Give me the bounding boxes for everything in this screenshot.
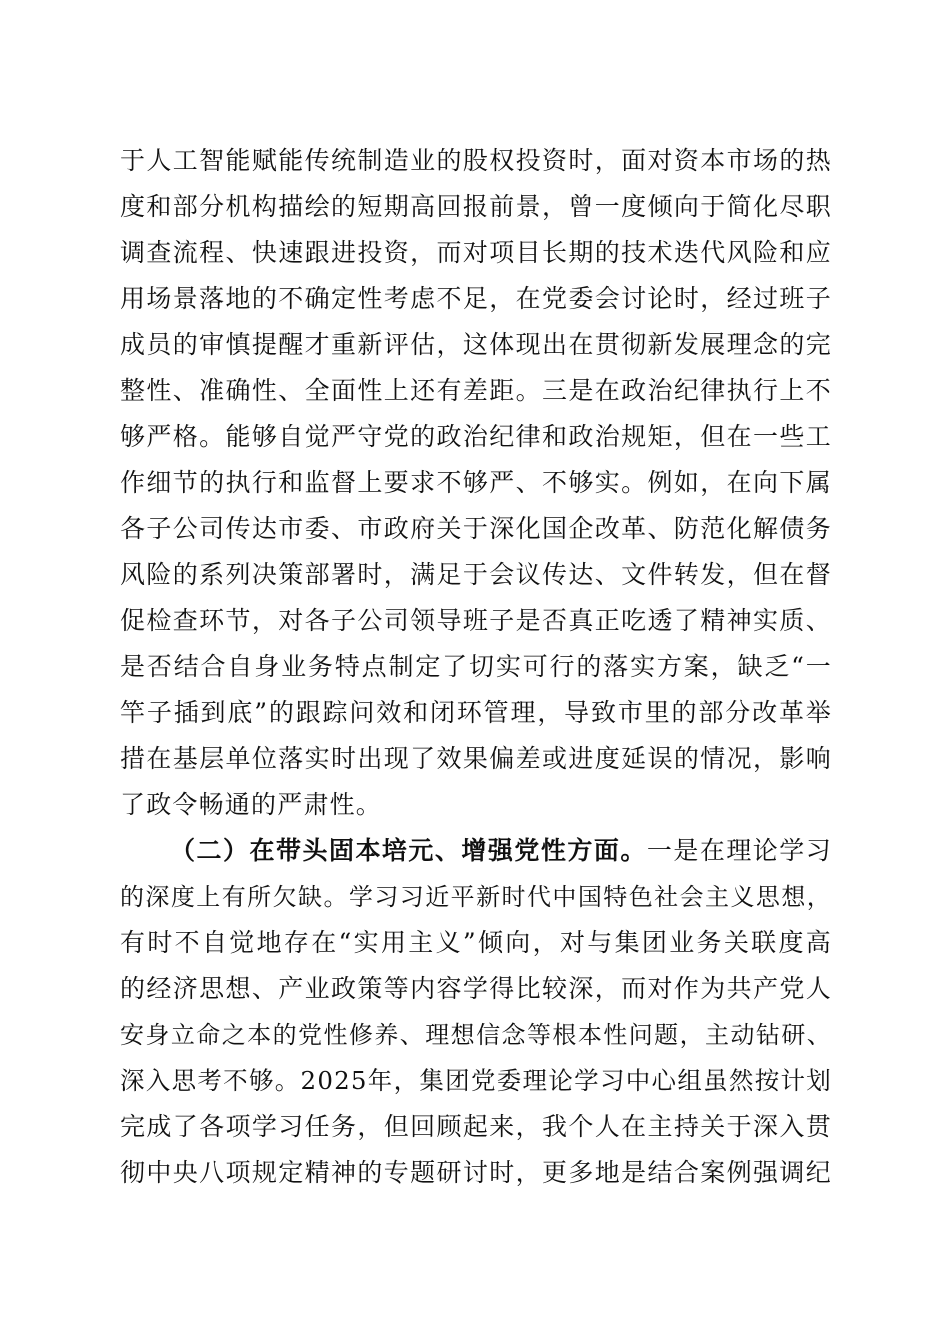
- body-text-line: 措在基层单位落实时出现了效果偏差或进度延误的情况，影响: [120, 744, 832, 773]
- body-text-line: 用场景落地的不确定性考虑不足，在党委会讨论时，经过班子: [120, 284, 832, 313]
- body-text-line: 的深度上有所欠缺。学习习近平新时代中国特色社会主义思想，: [120, 883, 832, 911]
- body-text-line: 彻中央八项规定精神的专题研讨时，更多地是结合案例强调纪: [120, 1158, 832, 1187]
- section-heading-continuation: 一是在理论学习: [646, 836, 832, 865]
- body-text-line: 度和部分机构描绘的短期高回报前景，曾一度倾向于简化尽职: [120, 192, 832, 221]
- body-text-line: 安身立命之本的党性修养、理想信念等根本性问题，主动钻研、: [120, 1021, 832, 1049]
- body-text-line: 的经济思想、产业政策等内容学得比较深，而对作为共产党人: [120, 974, 832, 1003]
- body-text-line: 调查流程、快速跟进投资，而对项目长期的技术迭代风险和应: [120, 238, 832, 267]
- body-text-line: 是否结合自身业务特点制定了切实可行的落实方案，缺乏“一: [120, 652, 832, 681]
- section-heading: （二）在带头固本培元、增强党性方面。: [170, 836, 647, 865]
- body-text-line: 风险的系列决策部署时，满足于会议传达、文件转发，但在督: [120, 560, 832, 589]
- body-text-line: 完成了各项学习任务，但回顾起来，我个人在主持关于深入贯: [120, 1112, 832, 1141]
- body-text-line: 成员的审慎提醒才重新评估，这体现出在贯彻新发展理念的完: [120, 330, 832, 359]
- body-text-line: 整性、准确性、全面性上还有差距。三是在政治纪律执行上不: [120, 376, 832, 405]
- body-text-line: 竿子插到底”的跟踪问效和闭环管理，导致市里的部分改革举: [120, 698, 832, 727]
- body-text-line: 深入思考不够。2025年，集团党委理论学习中心组虽然按计划: [120, 1066, 832, 1095]
- paragraph-last-line: 了政令畅通的严肃性。: [120, 790, 383, 819]
- section-heading-line: [170, 828, 832, 874]
- body-text-line: 作细节的执行和监督上要求不够严、不够实。例如，在向下属: [120, 468, 832, 497]
- body-text-line: 各子公司传达市委、市政府关于深化国企改革、防范化解债务: [120, 514, 832, 543]
- body-text-line: 够严格。能够自觉严守党的政治纪律和政治规矩，但在一些工: [120, 422, 832, 451]
- body-text-line: 于人工智能赋能传统制造业的股权投资时，面对资本市场的热: [120, 146, 832, 175]
- body-text-line: 促检查环节，对各子公司领导班子是否真正吃透了精神实质、: [120, 606, 832, 635]
- body-text-line: 有时不自觉地存在“实用主义”倾向，对与集团业务关联度高: [120, 928, 832, 957]
